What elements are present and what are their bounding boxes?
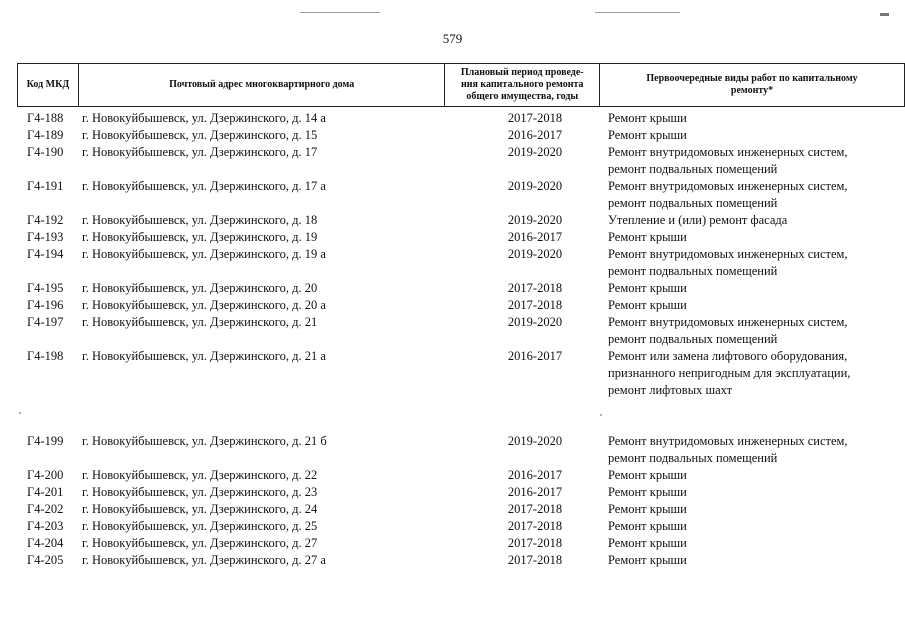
row-period: 2017-2018 [507,281,563,295]
table-row [0,229,905,246]
row-address: г. Новокуйбышевск, ул. Дзержинского, д. 18 [82,213,318,227]
table-row [0,535,905,552]
row-period: 2017-2018 [507,553,563,567]
row-works-line: ремонт подвальных помещений [608,451,778,465]
scan-speck [600,414,602,416]
scan-artifact-mark [880,13,889,16]
row-works [608,314,848,348]
row-works [608,535,687,552]
row-works-line: Ремонт крыши [608,230,687,244]
row-works [608,229,687,246]
row-address: г. Новокуйбышевск, ул. Дзержинского, д. 27 а [82,553,326,567]
row-works-line: Ремонт крыши [608,128,687,142]
row-code: Г4-199 [27,434,64,448]
scan-artifact-line [300,12,380,13]
row-period: 2019-2020 [507,434,563,448]
row-works-line: Ремонт внутридомовых инженерных систем, [608,145,848,159]
row-period: 2019-2020 [507,213,563,227]
row-address: г. Новокуйбышевск, ул. Дзержинского, д. 24 [82,502,318,516]
row-period: 2017-2018 [507,298,563,312]
row-period: 2016-2017 [507,230,563,244]
header-works-line: ремонту* [730,85,774,96]
table-row [0,484,905,501]
page-number: 579 [442,31,463,46]
row-works-line: ремонт подвальных помещений [608,196,778,210]
row-code: Г4-193 [27,230,64,244]
row-code: Г4-194 [27,247,64,261]
row-address: г. Новокуйбышевск, ул. Дзержинского, д. 23 [82,485,318,499]
row-works-line: признанного непригодным для эксплуатации, [608,366,851,380]
row-address: г. Новокуйбышевск, ул. Дзержинского, д. 14 а [82,111,326,125]
row-works-line: ремонт подвальных помещений [608,264,778,278]
row-period: 2019-2020 [507,179,563,193]
row-works-line: ремонт подвальных помещений [608,162,778,176]
row-works [608,348,850,399]
table-row [0,348,905,433]
row-period: 2017-2018 [507,502,563,516]
row-works [608,127,687,144]
table-row [0,314,905,348]
row-period: 2017-2018 [507,111,563,125]
row-works-line: Ремонт крыши [608,519,687,533]
row-works [608,212,787,229]
header-works [600,64,905,107]
row-works [608,433,848,467]
row-works-line: Ремонт внутридомовых инженерных систем, [608,434,848,448]
row-code: Г4-202 [27,502,64,516]
table-row [0,127,905,144]
row-code: Г4-189 [27,128,64,142]
row-address: г. Новокуйбышевск, ул. Дзержинского, д. 22 [82,468,318,482]
row-works-line: Ремонт крыши [608,298,687,312]
row-works [608,518,687,535]
row-code: Г4-195 [27,281,64,295]
row-code: Г4-197 [27,315,64,329]
header-works-line: Первоочередные виды работ по капитальному [646,73,858,84]
row-works-line: Ремонт или замена лифтового оборудования, [608,349,848,363]
row-period: 2019-2020 [507,315,563,329]
table-row [0,280,905,297]
row-works-line: Ремонт крыши [608,502,687,516]
row-period: 2016-2017 [507,349,563,363]
row-works [608,467,687,484]
row-code: Г4-192 [27,213,64,227]
row-works [608,484,687,501]
row-works-line: Ремонт крыши [608,485,687,499]
row-address: г. Новокуйбышевск, ул. Дзержинского, д. 20 [82,281,318,295]
row-works [608,110,687,127]
row-code: Г4-191 [27,179,64,193]
row-works [608,246,848,280]
row-works-line: Ремонт внутридомовых инженерных систем, [608,247,848,261]
row-works-line: Ремонт крыши [608,536,687,550]
table-row [0,433,905,467]
row-works-line: Ремонт крыши [608,281,687,295]
row-period: 2016-2017 [507,128,563,142]
row-address: г. Новокуйбышевск, ул. Дзержинского, д. 17 [82,145,318,159]
row-works-line: Ремонт крыши [608,111,687,125]
header-period-line: общего имущества, годы [466,91,579,102]
header-period-line: Плановый период проведе- [460,67,584,78]
table-row [0,467,905,484]
scan-speck [19,412,21,414]
table-body [0,110,905,569]
row-works-line: Ремонт крыши [608,468,687,482]
row-code: Г4-190 [27,145,64,159]
row-works-line: Ремонт крыши [608,553,687,567]
row-code: Г4-200 [27,468,64,482]
scan-artifact-line [595,12,680,13]
row-works [608,144,848,178]
row-address: г. Новокуйбышевск, ул. Дзержинского, д. 21 б [82,434,327,448]
row-works [608,280,687,297]
row-period: 2017-2018 [507,519,563,533]
table-row [0,552,905,569]
table-row [0,178,905,212]
table-row [0,518,905,535]
row-code: Г4-203 [27,519,64,533]
row-works-line: Утепление и (или) ремонт фасада [608,213,788,227]
row-code: Г4-188 [27,111,64,125]
row-works [608,501,687,518]
table-row [0,110,905,127]
header-period [445,64,600,107]
table-header [17,63,905,107]
row-address: г. Новокуйбышевск, ул. Дзержинского, д. 25 [82,519,318,533]
row-works [608,178,848,212]
row-code: Г4-205 [27,553,64,567]
row-period: 2019-2020 [507,145,563,159]
row-period: 2019-2020 [507,247,563,261]
row-works-line: Ремонт внутридомовых инженерных систем, [608,179,848,193]
row-works [608,297,687,314]
row-works-line: ремонт лифтовых шахт [608,383,733,397]
row-works [608,552,687,569]
row-period: 2016-2017 [507,485,563,499]
row-address: г. Новокуйбышевск, ул. Дзержинского, д. 19 а [82,247,326,261]
header-address: Почтовый адрес многоквартирного дома [78,64,445,107]
table-row [0,144,905,178]
row-period: 2016-2017 [507,468,563,482]
row-period: 2017-2018 [507,536,563,550]
row-code: Г4-196 [27,298,64,312]
table-row [0,297,905,314]
row-address: г. Новокуйбышевск, ул. Дзержинского, д. 20 а [82,298,326,312]
header-period-line: ния капитального ремонта [461,79,584,90]
row-works-line: ремонт подвальных помещений [608,332,778,346]
header-code: Код МКД [18,64,79,107]
table-row [0,501,905,518]
row-address: г. Новокуйбышевск, ул. Дзержинского, д. 17 а [82,179,326,193]
row-address: г. Новокуйбышевск, ул. Дзержинского, д. 21 а [82,349,326,363]
row-address: г. Новокуйбышевск, ул. Дзержинского, д. 21 [82,315,318,329]
row-code: Г4-201 [27,485,64,499]
row-address: г. Новокуйбышевск, ул. Дзержинского, д. 27 [82,536,318,550]
table-row [0,246,905,280]
table-row [0,212,905,229]
row-address: г. Новокуйбышевск, ул. Дзержинского, д. 15 [82,128,318,142]
row-code: Г4-204 [27,536,64,550]
row-address: г. Новокуйбышевск, ул. Дзержинского, д. 19 [82,230,318,244]
row-works-line: Ремонт внутридомовых инженерных систем, [608,315,848,329]
row-code: Г4-198 [27,349,64,363]
